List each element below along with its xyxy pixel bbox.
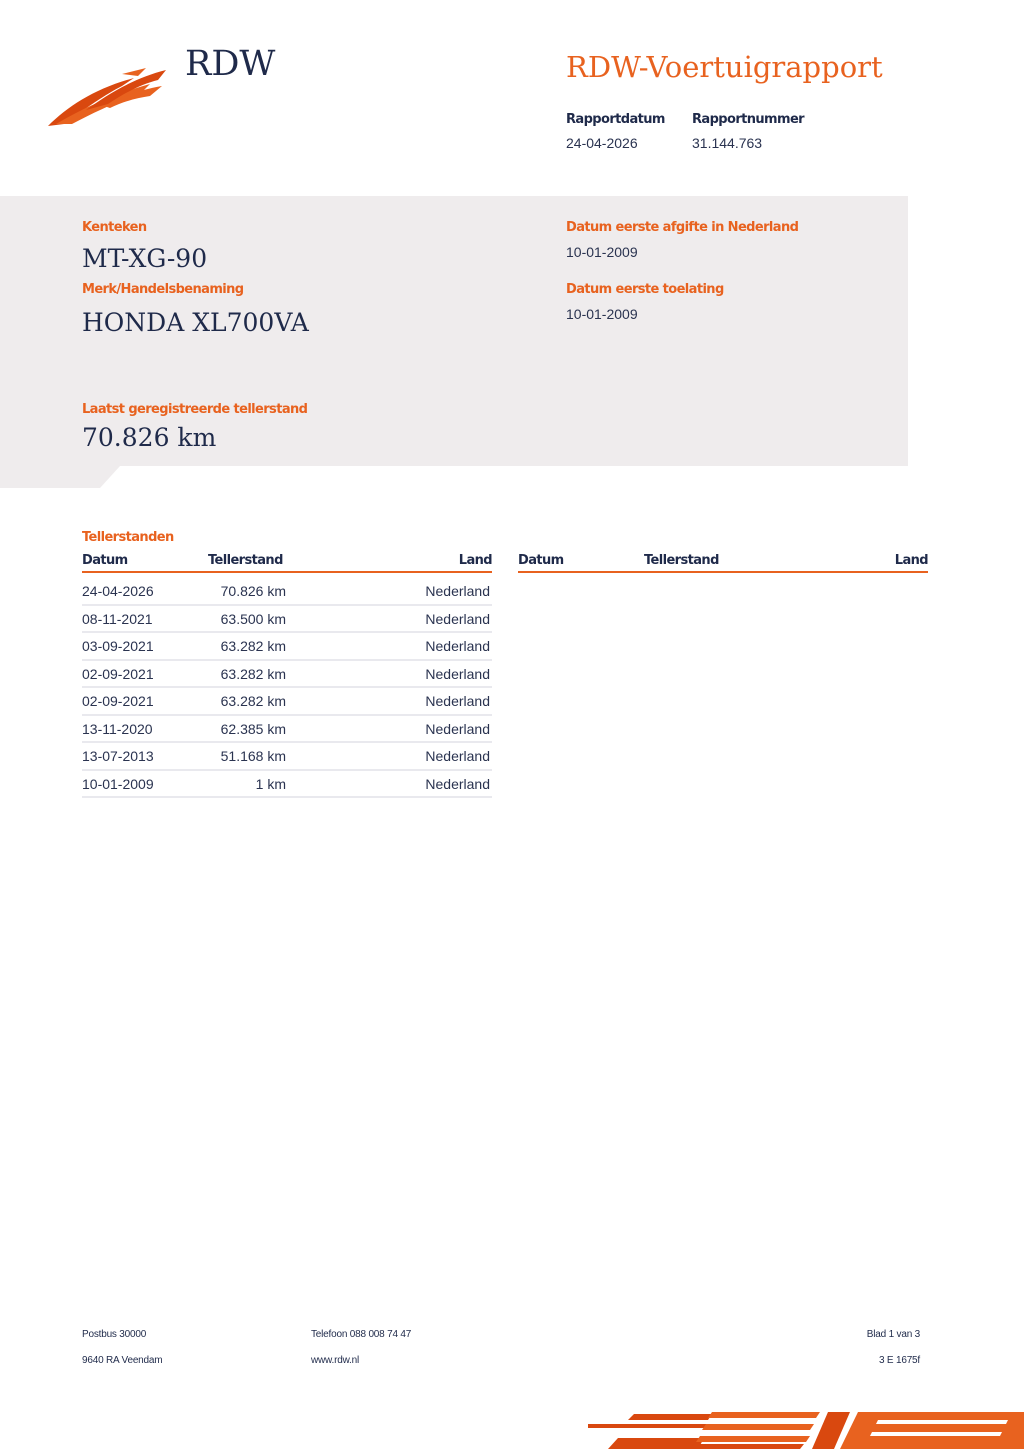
row-reading: 63.500 km [220,610,286,627]
odometer-table-body [82,578,492,798]
row-country: Nederland [425,775,490,792]
odometer-section-label: Tellerstanden [82,530,174,545]
make-label: Merk/Handelsbenaming [82,282,244,297]
row-country: Nederland [425,583,490,599]
table-row [82,743,492,771]
first-admission-label: Datum eerste toelating [566,282,724,297]
row-country: Nederland [425,720,490,737]
plate-value: MT-XG-90 [82,244,208,273]
row-country: Nederland [425,610,490,627]
row-date: 13-11-2020 [82,720,153,737]
column-header-country: Land [458,553,492,568]
row-reading: 51.168 km [220,748,286,764]
first-issue-nl-value: 10-01-2009 [566,244,638,260]
plate-label: Kenteken [82,220,147,235]
column-header-date: Datum [518,553,564,568]
row-date: 10-01-2009 [82,775,154,792]
last-odometer-label: Laatst geregistreerde tellerstand [82,402,308,417]
report-date-value: 24-04-2026 [566,135,638,151]
table-row [82,771,492,799]
footer-address-line1: Postbus 30000 [82,1329,147,1340]
report-number-label: Rapportnummer [692,112,804,127]
row-date: 02-09-2021 [82,693,154,709]
brand-name: RDW [185,44,276,84]
table-header-right [518,553,928,573]
make-value: HONDA XL700VA [82,308,309,337]
row-date: 02-09-2021 [82,665,154,682]
footer-code: 3 E 1675f [878,1355,920,1366]
report-number-value: 31.144.763 [692,135,763,151]
row-country: Nederland [425,748,490,764]
row-reading: 63.282 km [220,693,286,709]
row-date: 03-09-2021 [82,638,154,654]
row-date: 24-04-2026 [82,583,154,599]
row-reading: 63.282 km [220,665,286,682]
table-row [82,716,492,744]
column-header-country: Land [894,553,928,568]
footer-website: www.rdw.nl [311,1355,360,1366]
row-reading: 62.385 km [220,720,286,737]
column-header-reading: Tellerstand [644,553,719,568]
rdw-wing-logo-icon [46,66,170,128]
first-issue-nl-label: Datum eerste afgifte in Nederland [566,220,799,235]
table-row [82,633,492,661]
row-country: Nederland [425,665,490,682]
panel-notch-decoration [0,466,120,488]
column-header-date: Datum [82,553,128,568]
row-date: 08-11-2021 [82,610,153,627]
row-reading: 63.282 km [220,638,286,654]
report-title: RDW-Voertuigrapport [566,50,883,84]
report-date-label: Rapportdatum [566,112,665,127]
rdw-stripes-decoration-icon [588,1408,1024,1449]
row-reading: 70.826 km [220,583,286,599]
footer-address-line2: 9640 RA Veendam [82,1355,163,1366]
row-date: 13-07-2013 [82,748,154,764]
table-row [82,688,492,716]
table-header-left [82,553,492,573]
table-row [82,661,492,689]
column-header-reading: Tellerstand [208,553,283,568]
first-admission-value: 10-01-2009 [566,306,638,322]
last-odometer-value: 70.826 km [82,423,217,452]
row-reading: 1 km [255,775,286,792]
footer-page-number: Blad 1 van 3 [866,1329,920,1340]
row-country: Nederland [425,638,490,654]
footer-phone: Telefoon 088 008 74 47 [311,1329,412,1340]
row-country: Nederland [425,693,490,709]
table-row [82,578,492,606]
table-row [82,606,492,634]
